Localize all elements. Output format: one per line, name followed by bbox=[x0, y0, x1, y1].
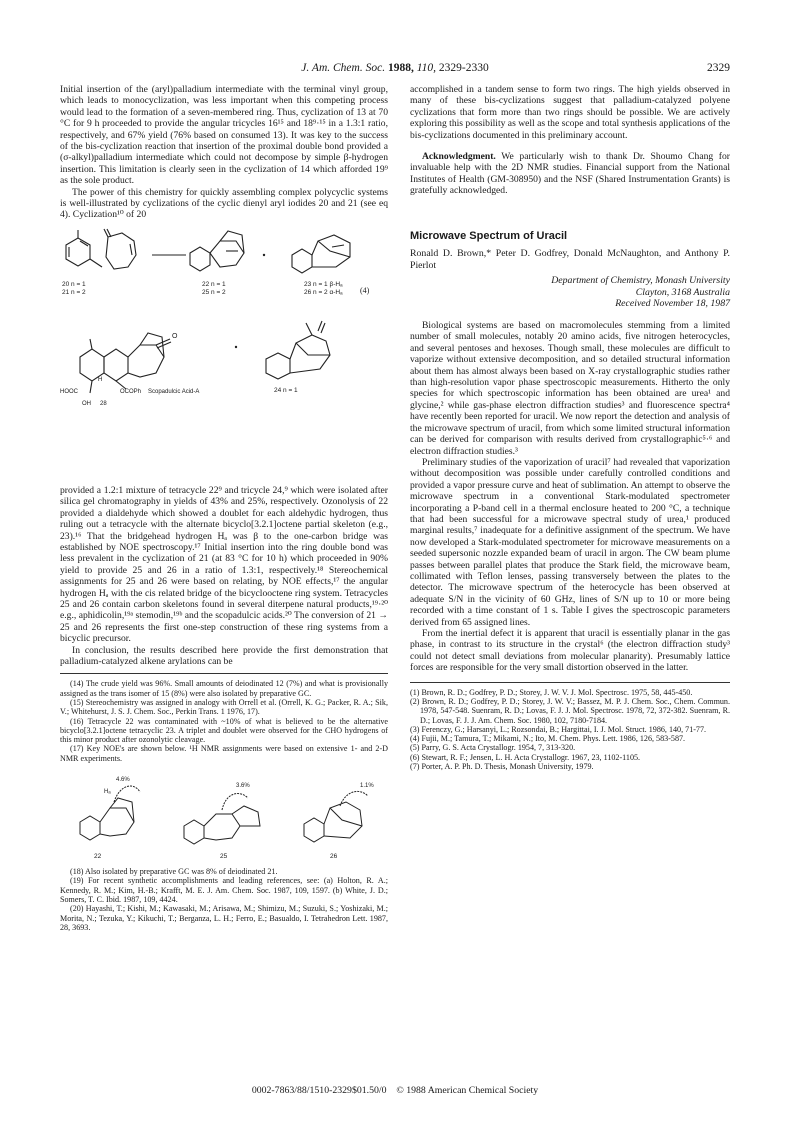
structure-23-26 bbox=[292, 235, 350, 273]
structure-24 bbox=[266, 321, 330, 379]
noe-structures bbox=[60, 766, 388, 864]
label-hooc: HOOC bbox=[60, 388, 78, 395]
noe-label-26: 26 bbox=[330, 853, 338, 861]
running-header bbox=[60, 62, 730, 78]
structure-drawings bbox=[60, 227, 388, 481]
right-column bbox=[410, 84, 730, 771]
article-title: Microwave Spectrum of Uracil bbox=[410, 229, 568, 242]
structure-22-25 bbox=[190, 231, 244, 271]
noe-structure-26 bbox=[304, 791, 368, 842]
journal-volume: 110, bbox=[416, 62, 436, 74]
authors: Ronald D. Brown,* Peter D. Godfrey, Donald McNaughton, and Anthony P. Pierlot bbox=[410, 248, 730, 271]
label-compound-26: 26 n = 2 α-Hₐ bbox=[304, 288, 343, 296]
footnote-17: (17) Key NOE's are shown below. ¹H NMR assignments were based on extensive 1- and 2-D NMR experiments. bbox=[60, 744, 388, 763]
paragraph: In conclusion, the results described here provide the first demonstration that palladium-catalyzed alkene arylations can be bbox=[60, 644, 388, 667]
footnote-20: (20) Hayashi, T.; Kishi, M.; Kawasaki, M.; Arisawa, M.; Shimizu, M.; Suzuki, S.; Yoshizaki, M.; Morita, N.; Tezuka, Y.; Kikuchi, T.; Berganza, L. H.; Ferro, E.; Basualdo, I. Tetrahedron Lett. 1987, 28, 3693. bbox=[60, 904, 388, 932]
label-compound-24: 24 n = 1 bbox=[274, 386, 298, 394]
label-ocoph: OCOPh bbox=[120, 388, 142, 395]
footnote-18: (18) Also isolated by preparative GC was 8% of deiodinated 21. bbox=[70, 867, 278, 877]
affiliation-location: Clayton, 3168 Australia bbox=[635, 286, 730, 298]
acknowledgment-text: We particularly wish to thank Dr. Shoumo Chang for invaluable help with the 2D NMR studies. Financial support from the National Institutes of Health (GM-308950) and the NSF (Shared Instrumentation Grants) is gratefully acknowledged. bbox=[410, 151, 730, 197]
label-oh: OH bbox=[82, 400, 91, 407]
reference-6: (6) Stewart, R. F.; Jensen, L. H. Acta Crystallogr. 1967, 23, 1102-1105. bbox=[410, 752, 641, 762]
reference-5: (5) Parry, G. S. Acta Crystallogr. 1954, 7, 313-320. bbox=[410, 743, 576, 753]
paragraph: From the inertial defect it is apparent that uracil is essentially planar in the gas phase, in contrast to its structure in the crystal⁶ (the electron diffraction study³ could not detect small deviations from molecular planarity). Presumably lattice forces are responsible for the very small distortion observed in the latter. bbox=[410, 628, 730, 674]
label-compound-21: 21 n = 2 bbox=[62, 288, 86, 296]
references bbox=[410, 682, 730, 772]
noe-ha-label: Hₐ bbox=[104, 789, 111, 796]
noe-value-26: 1.1% bbox=[360, 783, 374, 790]
label-compound-20: 20 n = 1 bbox=[62, 280, 86, 288]
label-compound-22: 22 n = 1 bbox=[202, 280, 226, 288]
reference-4: (4) Fujii, M.; Tamura, T.; Mikami, N.; Ito, M. Chem. Phys. Lett. 1986, 126, 583-587. bbox=[410, 734, 686, 744]
equation-number: (4) bbox=[360, 285, 370, 295]
page-footer bbox=[60, 1085, 730, 1096]
journal-pages: 2329-2330 bbox=[438, 62, 489, 74]
paragraph: The power of this chemistry for quickly assembling complex polycyclic systems is well-illustrated by cyclizations of the cyclic dienyl aryl iodides 20 and 21 (see eq 4). Cyclization¹⁰ of 20 bbox=[60, 186, 388, 221]
paragraph: provided a 1.2:1 mixture of tetracycle 22⁹ and tricycle 24,⁹ which were isolated after silica gel chromatography in yields of 43% and 25%, respectively. Ozonolysis of 22 provided a dialdehyde which showed a doublet for each aldehydic hydrogen, thus ruling out a tetracycle with the alternate bicyclo[3.2.1]octene partial skeleton (e.g., 23).¹⁶ That the bridgehead hydrogen Hₐ was β to the one-carbon bridge was established by NOE spectroscopy.¹⁷ Initial insertion into the ring double bond was less prevalent in the cyclization of 21 (at 83 °C for 10 h) which proceeded in 90% yield to provide 25 and 26 in a ratio of 1.3:1, respectively.¹⁸ Stereochemical assignments for 25 and 26 were based on relating, by NOE effects,¹⁷ the angular hydrogen Hₐ with the cis related bridge of the bicyclooctene ring system. Tetracycles 25 and 26 contain carbon skeletons found in several diterpene natural products,¹⁹·²⁰ e.g., aphidicolin,¹⁹ᵃ stemodin,¹⁹ᵇ and the scopadulcic acids.²⁰ The conversion of 21 → 25 and 26 represents the first one-step construction of these ring systems from a bicyclic precursor. bbox=[60, 484, 388, 645]
footnote-14: (14) The crude yield was 96%. Small amounts of deiodinated 12 (7%) and what is provisionally assigned as the trans isomer of 15 (8%) were also isolated by preparative GC. bbox=[60, 679, 388, 698]
noe-label-25: 25 bbox=[220, 853, 228, 861]
reaction-scheme bbox=[60, 227, 388, 481]
paragraph: Preliminary studies of the vaporization of uracil⁷ had revealed that vaporization without decomposition was possible under carefully controlled conditions and provided a vapor pressure curve and heat of sublimation. An attempt to observe the microwave spectrum in a conventional Stark-modulated spectrometer incorporating a P-band cell in a thermal enclosure heated to 200 °C, a technique that had been successful for a microwave spectral study of urea,¹ produced marginal results,⁷ inadequate for a definitive assignment of the spectrum. We have now developed a Stark-modulated spectrometer for microwave measurements on a seeded supersonic nozzle expanded beam of uracil in argon. The CW beam plume passes between parallel plates that produce the Stark field, the microwave beam, collimated with Teflon lenses, passing transversely between the plates to the detector. The microwave spectrum of the heterocycle has been observed at adequate S/N in the vicinity of 60 GHz, lines of S/N up to 10 or more being recorded with a time constant of 1 s. Table I gives the spectroscopic parameters derived from 65 assigned lines. bbox=[410, 456, 730, 628]
issn-code: 0002-7863/88/1510-2329$01.50/0 bbox=[251, 1085, 387, 1096]
noe-label-22: 22 bbox=[94, 853, 102, 861]
paragraph: Biological systems are based on macromolecules stemming from a limited number of small molecules, notably 20 amino acids, five nitrogen heterocycles, and several pentoses and hexoses. Though small, these molecules are difficult to vaporize without extensive decomposition, and so detailed structural information about them has almost always been based on X-ray crystallographic studies rather than high-resolution vapor phase spectroscopic measurements. Hitherto the only species for which spectroscopic information has been obtained are urea¹ and glycine,² while gas-phase electron diffraction studies³ and fluorescence spectra⁴ have recently been reported for uracil. We now report the detection and analysis of the microwave spectrum of uracil, from which some limited structural information can be derived for comparison with results derived from crystallographic⁵·⁶ and electron diffraction studies.³ bbox=[410, 320, 730, 457]
reference-2: (2) Brown, R. D.; Godfrey, P. D.; Storey, J. W. V.; Bassez, M. P. J. Chem. Soc., Chem. Commun. 1978, 547-548. Suenram, R. D.; Lovas, F. J. J. Mol. Spectrosc. 1978, 72, 372-382. Suenram, R. D.; Lovas, F. J. J. Am. Chem. Soc. 1980, 102, 7180-7184. bbox=[410, 696, 730, 725]
acknowledgment-label: Acknowledgment. bbox=[422, 151, 496, 163]
footnote-16: (16) Tetracycle 22 was contaminated with ~10% of what is believed to be the alternative bicyclo[3.2.1]octene tetracyclic 23. A triplet and doublet were observed for the CHO hydrogens of this minor product after ozonolytic cleavage. bbox=[60, 716, 388, 745]
noe-structure-25 bbox=[184, 794, 260, 844]
reference-3: (3) Ferenczy, G.; Harsanyi, L.; Rozsondai, B.; Hargittai, I. J. Mol. Struct. 1986, 140, 71-77. bbox=[410, 724, 707, 734]
label-compound-28: 28 bbox=[100, 400, 107, 407]
label-carbonyl-o: O bbox=[172, 332, 178, 340]
noe-figure bbox=[60, 766, 388, 864]
label-compound-25: 25 n = 2 bbox=[202, 288, 226, 296]
footnote-15: (15) Stereochemistry was assigned in analogy with Orrell et al. (Orrell, K. G.; Packer, R. A.; Sik, V.; Whitehurst, J. S. J. Chem. Soc., Perkin Trans. 1 1976, 17). bbox=[60, 697, 388, 717]
left-column bbox=[60, 84, 388, 932]
copyright: © 1988 American Chemical Society bbox=[396, 1085, 539, 1096]
page-number: 2329 bbox=[707, 62, 730, 74]
affiliation bbox=[410, 275, 730, 310]
received-date: Received November 18, 1987 bbox=[615, 298, 730, 310]
affiliation-department: Department of Chemistry, Monash University bbox=[551, 275, 730, 287]
reference-7: (7) Porter, A. P. Ph. D. Thesis, Monash University, 1979. bbox=[410, 762, 594, 771]
noe-value-25: 3.6% bbox=[236, 783, 250, 790]
paragraph: accomplished in a tandem sense to form two rings. The high yields observed in many of these bis-cyclizations suggest that palladium-catalyzed polyene cyclizations that form more than two rings should be possible. We are actively exploring this possibility as well as the scope and total synthesis applications of the bis-cyclizations documented in this preliminary account. bbox=[410, 84, 731, 141]
footnotes bbox=[60, 673, 388, 932]
structure-scopadulcic-acid bbox=[80, 333, 171, 393]
reference-1: (1) Brown, R. D.; Godfrey, P. D.; Storey, J. W. V. J. Mol. Spectrosc. 1975, 58, 445-450. bbox=[410, 687, 693, 697]
journal-citation bbox=[60, 62, 730, 74]
acknowledgment bbox=[410, 151, 730, 197]
journal-name: J. Am. Chem. Soc. bbox=[301, 62, 386, 74]
structure-20-21 bbox=[66, 229, 136, 269]
noe-value-22: 4.6% bbox=[116, 777, 130, 784]
label-h: H bbox=[98, 376, 103, 383]
label-compound-23: 23 n = 1 β-Hₐ bbox=[304, 280, 343, 288]
footnote-19: (19) For recent synthetic accomplishments and leading references, see: (a) Holton, R. A.; Kennedy, R. M.; Kim, H.-B.; Krafft, M. E. J. Am. Chem. Soc. 1987, 109, 1597. (b) White, J. D.; Somers, T. C. Ibid. 1987, 109, 4424. bbox=[60, 876, 388, 904]
journal-year: 1988, bbox=[387, 62, 414, 74]
label-scopadulcic-acid: Scopadulcic Acid-A bbox=[148, 388, 200, 395]
paragraph: Initial insertion of the (aryl)palladium intermediate with the terminal vinyl group, which leads to monocyclization, was less important when this competing process would lead to the formation of a seven-membered ring. Thus, cyclization of 13 at 70 °C for 9 h proceeded to provide the angular tricycles 16¹⁵ and 18⁹·¹⁵ in a 1.3:1 ratio, respectively, and 67% yield (76% based on consumed 13). It was key to the success of the bis-cyclization reaction that insertion of the proximal double bond provided a (σ-alkyl)palladium intermediate which could not decompose by simple β-hydrogen insertion. This limitation is clearly seen in the cyclization of 14 which afforded 19⁹ as the sole product. bbox=[60, 84, 388, 187]
